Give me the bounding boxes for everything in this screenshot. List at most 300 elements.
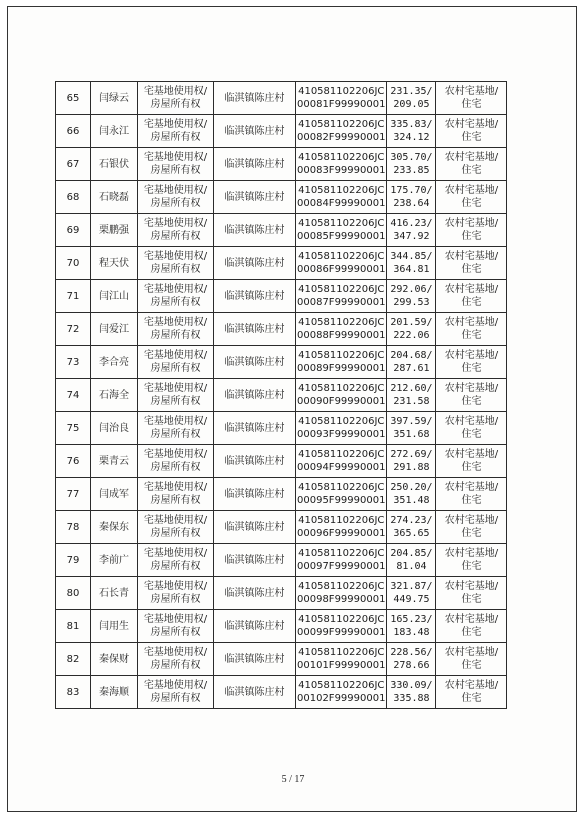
area-line-2: 278.66 <box>393 660 430 671</box>
right-type-line-2: 房屋所有权 <box>150 165 201 176</box>
right-type-line-1: 宅基地使用权/ <box>143 416 208 427</box>
right-type-line-2: 房屋所有权 <box>150 264 201 275</box>
land-use <box>436 676 507 709</box>
table-row <box>56 544 507 577</box>
parcel-code-line-2: 00095F99990001 <box>297 495 386 506</box>
parcel-code <box>296 115 387 148</box>
owner-name: 栗鹏强 <box>91 214 138 247</box>
parcel-code-line-2: 00085F99990001 <box>297 231 386 242</box>
right-type-line-2: 房屋所有权 <box>150 330 201 341</box>
area <box>387 676 436 709</box>
land-use-line-2: 住宅 <box>461 528 482 539</box>
area-line-2: 209.05 <box>393 99 430 110</box>
right-type-line-2: 房屋所有权 <box>150 363 201 374</box>
right-type-line-1: 宅基地使用权/ <box>143 185 208 196</box>
parcel-code-line-2: 00090F99990001 <box>297 396 386 407</box>
land-use-line-1: 农村宅基地/ <box>444 317 499 328</box>
land-use-line-1: 农村宅基地/ <box>444 218 499 229</box>
land-use <box>436 247 507 280</box>
table-row <box>56 247 507 280</box>
right-type-line-2: 房屋所有权 <box>150 396 201 407</box>
land-use-line-1: 农村宅基地/ <box>444 548 499 559</box>
owner-name: 闫绿云 <box>91 82 138 115</box>
location: 临淇镇陈庄村 <box>214 577 296 610</box>
row-number: 82 <box>56 643 91 676</box>
right-type <box>138 280 214 313</box>
location: 临淇镇陈庄村 <box>214 610 296 643</box>
area-line-2: 287.61 <box>393 363 430 374</box>
row-number: 71 <box>56 280 91 313</box>
table-row <box>56 82 507 115</box>
right-type <box>138 379 214 412</box>
land-use-line-1: 农村宅基地/ <box>444 581 499 592</box>
row-number: 74 <box>56 379 91 412</box>
land-use <box>436 445 507 478</box>
parcel-code <box>296 445 387 478</box>
land-use-line-2: 住宅 <box>461 231 482 242</box>
owner-name: 闫用生 <box>91 610 138 643</box>
area-line-1: 212.60/ <box>390 383 433 394</box>
land-use-line-2: 住宅 <box>461 132 482 143</box>
row-number: 79 <box>56 544 91 577</box>
land-use <box>436 115 507 148</box>
right-type-line-2: 房屋所有权 <box>150 627 201 638</box>
parcel-code <box>296 214 387 247</box>
owner-name: 石长青 <box>91 577 138 610</box>
parcel-code-line-2: 00102F99990001 <box>297 693 386 704</box>
location: 临淇镇陈庄村 <box>214 379 296 412</box>
area-line-1: 292.06/ <box>390 284 433 295</box>
location: 临淇镇陈庄村 <box>214 247 296 280</box>
area <box>387 346 436 379</box>
right-type-line-2: 房屋所有权 <box>150 297 201 308</box>
owner-name: 李合亮 <box>91 346 138 379</box>
table-row <box>56 445 507 478</box>
land-use-line-2: 住宅 <box>461 693 482 704</box>
table-body <box>56 82 507 709</box>
area-line-1: 165.23/ <box>390 614 433 625</box>
land-use-line-2: 住宅 <box>461 99 482 110</box>
land-use-line-1: 农村宅基地/ <box>444 86 499 97</box>
row-number: 67 <box>56 148 91 181</box>
right-type <box>138 478 214 511</box>
row-number: 66 <box>56 115 91 148</box>
right-type-line-1: 宅基地使用权/ <box>143 614 208 625</box>
area-line-2: 222.06 <box>393 330 430 341</box>
owner-name: 石银伏 <box>91 148 138 181</box>
right-type <box>138 643 214 676</box>
table-row <box>56 181 507 214</box>
right-type-line-1: 宅基地使用权/ <box>143 218 208 229</box>
land-use-line-2: 住宅 <box>461 594 482 605</box>
area-line-1: 321.87/ <box>390 581 433 592</box>
area-line-1: 175.70/ <box>390 185 433 196</box>
right-type-line-2: 房屋所有权 <box>150 429 201 440</box>
right-type-line-2: 房屋所有权 <box>150 198 201 209</box>
area-line-1: 228.56/ <box>390 647 433 658</box>
area-line-1: 335.83/ <box>390 119 433 130</box>
owner-name: 闫永江 <box>91 115 138 148</box>
right-type-line-1: 宅基地使用权/ <box>143 317 208 328</box>
parcel-code <box>296 577 387 610</box>
owner-name: 闫成军 <box>91 478 138 511</box>
parcel-code-line-2: 00087F99990001 <box>297 297 386 308</box>
land-use-line-1: 农村宅基地/ <box>444 482 499 493</box>
right-type-line-1: 宅基地使用权/ <box>143 548 208 559</box>
right-type-line-1: 宅基地使用权/ <box>143 482 208 493</box>
right-type-line-2: 房屋所有权 <box>150 132 201 143</box>
right-type-line-1: 宅基地使用权/ <box>143 449 208 460</box>
right-type-line-1: 宅基地使用权/ <box>143 350 208 361</box>
right-type-line-1: 宅基地使用权/ <box>143 251 208 262</box>
right-type-line-1: 宅基地使用权/ <box>143 119 208 130</box>
land-use-line-1: 农村宅基地/ <box>444 515 499 526</box>
right-type-line-1: 宅基地使用权/ <box>143 86 208 97</box>
parcel-code <box>296 676 387 709</box>
right-type <box>138 511 214 544</box>
area-line-2: 299.53 <box>393 297 430 308</box>
location: 临淇镇陈庄村 <box>214 544 296 577</box>
right-type-line-1: 宅基地使用权/ <box>143 383 208 394</box>
table-row <box>56 280 507 313</box>
land-use-line-2: 住宅 <box>461 561 482 572</box>
table-row <box>56 676 507 709</box>
owner-name: 闫爱江 <box>91 313 138 346</box>
area <box>387 313 436 346</box>
area-line-1: 204.85/ <box>390 548 433 559</box>
area <box>387 280 436 313</box>
right-type-line-2: 房屋所有权 <box>150 693 201 704</box>
owner-name: 李前广 <box>91 544 138 577</box>
location: 临淇镇陈庄村 <box>214 148 296 181</box>
right-type <box>138 82 214 115</box>
owner-name: 秦保财 <box>91 643 138 676</box>
owner-name: 栗青云 <box>91 445 138 478</box>
land-use-line-2: 住宅 <box>461 264 482 275</box>
parcel-code-line-2: 00088F99990001 <box>297 330 386 341</box>
right-type-line-2: 房屋所有权 <box>150 594 201 605</box>
parcel-code-line-2: 00089F99990001 <box>297 363 386 374</box>
area <box>387 544 436 577</box>
right-type-line-1: 宅基地使用权/ <box>143 680 208 691</box>
area-line-2: 81.04 <box>396 561 427 572</box>
right-type-line-1: 宅基地使用权/ <box>143 284 208 295</box>
land-use-line-1: 农村宅基地/ <box>444 350 499 361</box>
land-use-line-1: 农村宅基地/ <box>444 416 499 427</box>
row-number: 83 <box>56 676 91 709</box>
land-use-line-2: 住宅 <box>461 165 482 176</box>
land-use-line-2: 住宅 <box>461 198 482 209</box>
parcel-code-line-2: 00099F99990001 <box>297 627 386 638</box>
area-line-1: 272.69/ <box>390 449 433 460</box>
owner-name: 石海全 <box>91 379 138 412</box>
right-type-line-2: 房屋所有权 <box>150 495 201 506</box>
area <box>387 577 436 610</box>
right-type <box>138 676 214 709</box>
location: 临淇镇陈庄村 <box>214 511 296 544</box>
area <box>387 379 436 412</box>
table-row <box>56 379 507 412</box>
parcel-code-line-2: 00083F99990001 <box>297 165 386 176</box>
area <box>387 82 436 115</box>
area <box>387 511 436 544</box>
land-use-line-2: 住宅 <box>461 429 482 440</box>
table-row <box>56 115 507 148</box>
land-use-line-1: 农村宅基地/ <box>444 647 499 658</box>
area-line-1: 397.59/ <box>390 416 433 427</box>
owner-name: 秦海顺 <box>91 676 138 709</box>
area <box>387 610 436 643</box>
parcel-code-line-2: 00096F99990001 <box>297 528 386 539</box>
area-line-1: 201.59/ <box>390 317 433 328</box>
parcel-code <box>296 181 387 214</box>
area-line-2: 351.68 <box>393 429 430 440</box>
parcel-code-line-2: 00094F99990001 <box>297 462 386 473</box>
owner-name: 闫治良 <box>91 412 138 445</box>
owner-name: 秦保东 <box>91 511 138 544</box>
land-use <box>436 544 507 577</box>
land-use <box>436 379 507 412</box>
land-use-line-1: 农村宅基地/ <box>444 614 499 625</box>
area-line-1: 330.09/ <box>390 680 433 691</box>
location: 临淇镇陈庄村 <box>214 346 296 379</box>
area <box>387 412 436 445</box>
area-line-2: 291.88 <box>393 462 430 473</box>
area-line-2: 347.92 <box>393 231 430 242</box>
parcel-code-line-1: 410581102206JC <box>298 383 385 394</box>
land-use-line-2: 住宅 <box>461 660 482 671</box>
table-row <box>56 412 507 445</box>
table-row <box>56 643 507 676</box>
parcel-code <box>296 643 387 676</box>
land-use <box>436 280 507 313</box>
parcel-code-line-2: 00084F99990001 <box>297 198 386 209</box>
right-type <box>138 115 214 148</box>
location: 临淇镇陈庄村 <box>214 445 296 478</box>
land-use-line-2: 住宅 <box>461 297 482 308</box>
table-row <box>56 148 507 181</box>
location: 临淇镇陈庄村 <box>214 412 296 445</box>
land-use <box>436 148 507 181</box>
right-type <box>138 247 214 280</box>
parcel-code-line-1: 410581102206JC <box>298 119 385 130</box>
parcel-code-line-1: 410581102206JC <box>298 185 385 196</box>
right-type-line-2: 房屋所有权 <box>150 660 201 671</box>
area-line-2: 238.64 <box>393 198 430 209</box>
row-number: 68 <box>56 181 91 214</box>
area-line-2: 233.85 <box>393 165 430 176</box>
land-use-line-1: 农村宅基地/ <box>444 185 499 196</box>
right-type-line-2: 房屋所有权 <box>150 462 201 473</box>
location: 临淇镇陈庄村 <box>214 280 296 313</box>
table-row <box>56 610 507 643</box>
land-use-line-2: 住宅 <box>461 495 482 506</box>
area-line-1: 305.70/ <box>390 152 433 163</box>
area-line-2: 324.12 <box>393 132 430 143</box>
land-use <box>436 181 507 214</box>
land-use-line-1: 农村宅基地/ <box>444 383 499 394</box>
parcel-code <box>296 544 387 577</box>
parcel-code <box>296 610 387 643</box>
parcel-code-line-1: 410581102206JC <box>298 152 385 163</box>
land-use-line-2: 住宅 <box>461 627 482 638</box>
parcel-code <box>296 247 387 280</box>
owner-name: 闫江山 <box>91 280 138 313</box>
row-number: 65 <box>56 82 91 115</box>
land-use <box>436 610 507 643</box>
table-row <box>56 511 507 544</box>
table-row <box>56 577 507 610</box>
location: 临淇镇陈庄村 <box>214 181 296 214</box>
area <box>387 148 436 181</box>
right-type-line-2: 房屋所有权 <box>150 99 201 110</box>
parcel-code-line-1: 410581102206JC <box>298 284 385 295</box>
right-type <box>138 214 214 247</box>
table-row <box>56 478 507 511</box>
land-use <box>436 346 507 379</box>
area-line-1: 274.23/ <box>390 515 433 526</box>
right-type-line-2: 房屋所有权 <box>150 561 201 572</box>
row-number: 81 <box>56 610 91 643</box>
parcel-code-line-2: 00101F99990001 <box>297 660 386 671</box>
parcel-code-line-2: 00081F99990001 <box>297 99 386 110</box>
area-line-2: 364.81 <box>393 264 430 275</box>
area-line-2: 449.75 <box>393 594 430 605</box>
parcel-code-line-1: 410581102206JC <box>298 86 385 97</box>
area-line-2: 335.88 <box>393 693 430 704</box>
row-number: 72 <box>56 313 91 346</box>
parcel-code <box>296 379 387 412</box>
area-line-2: 365.65 <box>393 528 430 539</box>
area-line-1: 231.35/ <box>390 86 433 97</box>
parcel-code <box>296 478 387 511</box>
row-number: 78 <box>56 511 91 544</box>
row-number: 77 <box>56 478 91 511</box>
parcel-code <box>296 412 387 445</box>
row-number: 69 <box>56 214 91 247</box>
land-use-line-2: 住宅 <box>461 462 482 473</box>
land-use-line-2: 住宅 <box>461 330 482 341</box>
parcel-code <box>296 511 387 544</box>
parcel-code <box>296 313 387 346</box>
location: 临淇镇陈庄村 <box>214 82 296 115</box>
area-line-1: 204.68/ <box>390 350 433 361</box>
parcel-code-line-1: 410581102206JC <box>298 581 385 592</box>
right-type <box>138 544 214 577</box>
owner-name: 石晓磊 <box>91 181 138 214</box>
area <box>387 214 436 247</box>
parcel-code-line-1: 410581102206JC <box>298 515 385 526</box>
area <box>387 445 436 478</box>
parcel-code-line-1: 410581102206JC <box>298 614 385 625</box>
parcel-code-line-2: 00097F99990001 <box>297 561 386 572</box>
row-number: 75 <box>56 412 91 445</box>
owner-name: 程天伏 <box>91 247 138 280</box>
parcel-code-line-1: 410581102206JC <box>298 251 385 262</box>
right-type <box>138 181 214 214</box>
parcel-code-line-2: 00093F99990001 <box>297 429 386 440</box>
area <box>387 643 436 676</box>
land-use-line-1: 农村宅基地/ <box>444 119 499 130</box>
parcel-code-line-1: 410581102206JC <box>298 350 385 361</box>
page-number: 5 / 17 <box>281 774 305 785</box>
parcel-code-line-1: 410581102206JC <box>298 416 385 427</box>
land-use-line-1: 农村宅基地/ <box>444 680 499 691</box>
table-row <box>56 214 507 247</box>
area-line-1: 416.23/ <box>390 218 433 229</box>
right-type <box>138 412 214 445</box>
land-use-line-2: 住宅 <box>461 396 482 407</box>
parcel-code <box>296 280 387 313</box>
land-use <box>436 643 507 676</box>
row-number: 70 <box>56 247 91 280</box>
table-row <box>56 313 507 346</box>
location: 临淇镇陈庄村 <box>214 115 296 148</box>
right-type-line-2: 房屋所有权 <box>150 528 201 539</box>
right-type <box>138 346 214 379</box>
parcel-code <box>296 148 387 181</box>
land-use <box>436 511 507 544</box>
parcel-code <box>296 346 387 379</box>
right-type-line-1: 宅基地使用权/ <box>143 647 208 658</box>
right-type-line-1: 宅基地使用权/ <box>143 581 208 592</box>
area-line-2: 183.48 <box>393 627 430 638</box>
area <box>387 247 436 280</box>
area <box>387 478 436 511</box>
location: 临淇镇陈庄村 <box>214 313 296 346</box>
land-use-line-1: 农村宅基地/ <box>444 152 499 163</box>
area-line-2: 231.58 <box>393 396 430 407</box>
parcel-code-line-1: 410581102206JC <box>298 482 385 493</box>
land-use-line-2: 住宅 <box>461 363 482 374</box>
area-line-1: 344.85/ <box>390 251 433 262</box>
area-line-1: 250.20/ <box>390 482 433 493</box>
right-type <box>138 577 214 610</box>
land-use <box>436 82 507 115</box>
area <box>387 181 436 214</box>
parcel-code-line-2: 00082F99990001 <box>297 132 386 143</box>
right-type-line-1: 宅基地使用权/ <box>143 152 208 163</box>
parcel-code-line-1: 410581102206JC <box>298 647 385 658</box>
area-line-2: 351.48 <box>393 495 430 506</box>
land-use-line-1: 农村宅基地/ <box>444 251 499 262</box>
land-use <box>436 478 507 511</box>
right-type <box>138 610 214 643</box>
land-use <box>436 577 507 610</box>
parcel-code-line-1: 410581102206JC <box>298 218 385 229</box>
right-type-line-1: 宅基地使用权/ <box>143 515 208 526</box>
parcel-code-line-1: 410581102206JC <box>298 680 385 691</box>
area <box>387 115 436 148</box>
location: 临淇镇陈庄村 <box>214 478 296 511</box>
right-type <box>138 313 214 346</box>
parcel-code-line-1: 410581102206JC <box>298 449 385 460</box>
parcel-code <box>296 82 387 115</box>
right-type <box>138 148 214 181</box>
parcel-code-line-1: 410581102206JC <box>298 317 385 328</box>
table-row <box>56 346 507 379</box>
land-use <box>436 412 507 445</box>
parcel-code-line-2: 00098F99990001 <box>297 594 386 605</box>
row-number: 76 <box>56 445 91 478</box>
land-use <box>436 313 507 346</box>
parcel-code-line-2: 00086F99990001 <box>297 264 386 275</box>
right-type-line-2: 房屋所有权 <box>150 231 201 242</box>
location: 临淇镇陈庄村 <box>214 214 296 247</box>
land-use <box>436 214 507 247</box>
parcel-code-line-1: 410581102206JC <box>298 548 385 559</box>
location: 临淇镇陈庄村 <box>214 643 296 676</box>
